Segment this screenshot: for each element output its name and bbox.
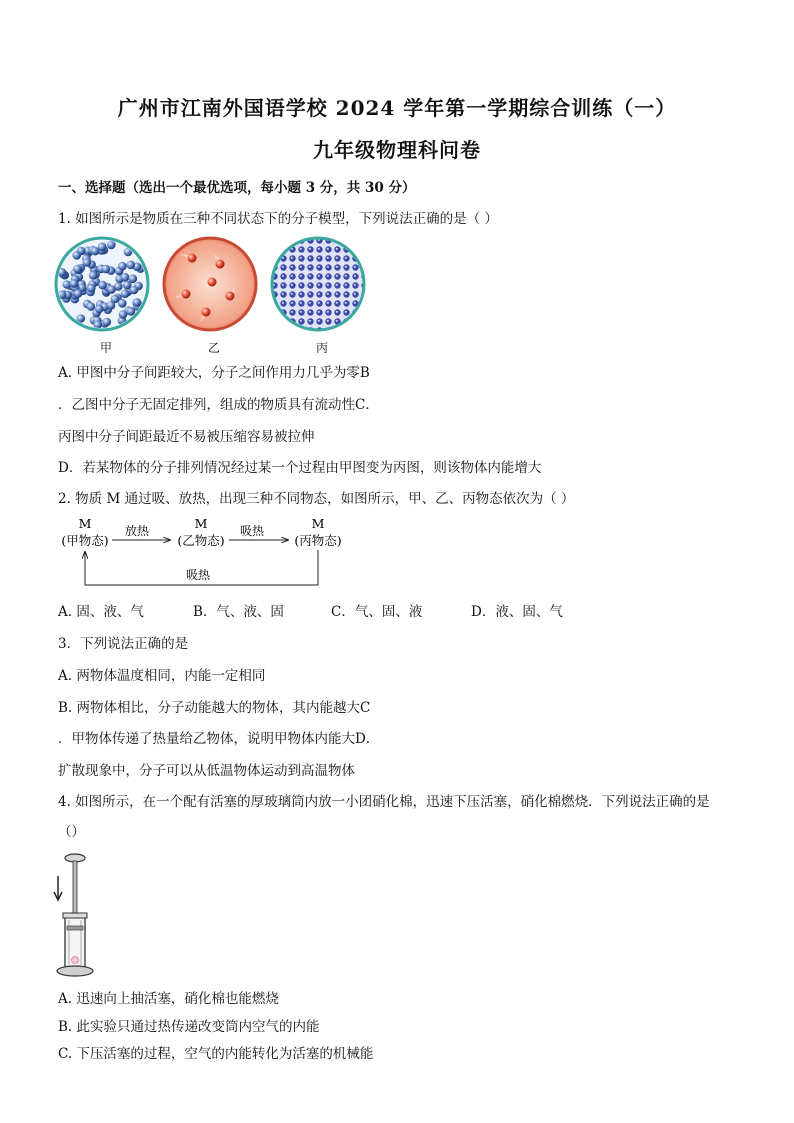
q2-option-d: D．液、固、气 xyxy=(471,604,563,620)
m2-label: M xyxy=(194,516,208,531)
q1-option-b: ．乙图中分子无固定排列，组成的物质具有流动性C． xyxy=(58,397,379,413)
q3-stem: 3．下列说法正确的是 xyxy=(58,636,189,652)
state-yi-label: (乙物态) xyxy=(177,533,225,548)
gas-molecule xyxy=(98,243,107,252)
exam-title: 广州市江南外国语学校 2024 学年第一学期综合训练（一） xyxy=(117,96,677,120)
molecule-models-figure xyxy=(54,236,370,336)
fig-label-bing: 丙 xyxy=(315,341,328,355)
section-heading: 一、选择题（选出一个最优选项，每小题 3 分，共 30 分） xyxy=(58,180,416,196)
nitrocellulose-cotton xyxy=(72,957,79,964)
gas-molecule xyxy=(118,299,127,308)
gas-molecule xyxy=(107,301,116,310)
q1-option-c: 丙图中分子间距最近不易被压缩容易被拉伸 xyxy=(58,429,315,445)
gas-molecule xyxy=(129,274,138,283)
q3-option-d: 扩散现象中，分子可以从低温物体运动到高温物体 xyxy=(58,763,355,779)
q2-option-b: B．气、液、固 xyxy=(193,604,284,620)
gas-molecule xyxy=(74,289,83,298)
q2-options xyxy=(58,600,563,620)
q1-option-a: A. 甲图中分子间距较大，分子之间作用力几乎为零B xyxy=(58,365,370,381)
gas-molecule xyxy=(72,251,81,260)
state-change-diagram xyxy=(52,514,352,590)
state-jia-label: (甲物态) xyxy=(61,533,109,548)
gas-molecule xyxy=(103,318,112,327)
q1-option-d: D．若某物体的分子排列情况经过某一个过程由甲图变为丙图，则该物体内能增大 xyxy=(58,460,542,476)
q4-option-a: A. 迅速向上抽活塞，硝化棉也能燃烧 xyxy=(58,991,279,1007)
gas-molecule xyxy=(121,273,130,282)
molecule-model-jia xyxy=(56,238,148,330)
arrow1-label: 放热 xyxy=(124,524,150,538)
arrow3-label: 吸热 xyxy=(185,568,211,582)
gas-molecule xyxy=(73,265,82,274)
gas-molecule xyxy=(118,262,127,271)
q4-option-b: B. 此实验只通过热传递改变筒内空气的内能 xyxy=(58,1019,320,1035)
molecule-model-yi xyxy=(164,238,256,330)
piston-cylinder-figure xyxy=(50,850,100,980)
arrow2-label: 吸热 xyxy=(239,524,265,538)
q2-option-a: A. 固、液、气 xyxy=(58,604,144,620)
gas-molecule xyxy=(95,305,104,314)
gas-molecule xyxy=(102,265,111,274)
gas-molecule xyxy=(127,261,136,270)
q3-option-c: ．甲物体传递了热量给乙物体，说明甲物体内能大D． xyxy=(58,731,380,747)
q4-option-c: C. 下压活塞的过程，空气的内能转化为活塞的机械能 xyxy=(58,1046,374,1062)
gas-molecule xyxy=(130,286,139,295)
gas-molecule xyxy=(107,241,116,250)
q4-paren: （） xyxy=(58,824,85,840)
fig-label-yi: 乙 xyxy=(207,341,220,355)
q3-option-a: A. 两物体温度相同，内能一定相同 xyxy=(58,668,266,684)
gas-molecule xyxy=(89,271,98,280)
q1-stem: 1. 如图所示是物质在三种不同状态下的分子模型，下列说法正确的是（ ） xyxy=(58,211,498,227)
m3-label: M xyxy=(311,516,325,531)
q4-stem: 4. 如图所示，在一个配有活塞的厚玻璃筒内放一小团硝化棉，迅速下压活塞，硝化棉燃烧．下列说法正确的是 xyxy=(58,794,710,810)
fig-label-jia: 甲 xyxy=(99,341,112,355)
q2-option-c: C．气、固、液 xyxy=(331,604,423,620)
gas-molecule xyxy=(83,258,92,267)
gas-molecule xyxy=(70,279,79,288)
state-bing-label: (丙物态) xyxy=(294,533,342,548)
gas-molecule xyxy=(98,281,107,290)
gas-molecule xyxy=(87,302,96,311)
gas-molecule xyxy=(87,284,96,293)
gas-molecule xyxy=(133,298,142,307)
molecule-model-bing xyxy=(272,238,364,330)
m1-label: M xyxy=(78,516,92,531)
gas-molecule xyxy=(121,290,130,299)
q3-option-b: B. 两物体相比，分子动能越大的物体，其内能越大C xyxy=(58,700,371,716)
gas-molecule xyxy=(107,285,116,294)
exam-subtitle: 九年级物理科问卷 xyxy=(313,138,481,162)
q2-stem: 2. 物质 M 通过吸、放热，出现三种不同物态，如图所示，甲、乙、丙物态依次为（ ） xyxy=(58,491,575,507)
